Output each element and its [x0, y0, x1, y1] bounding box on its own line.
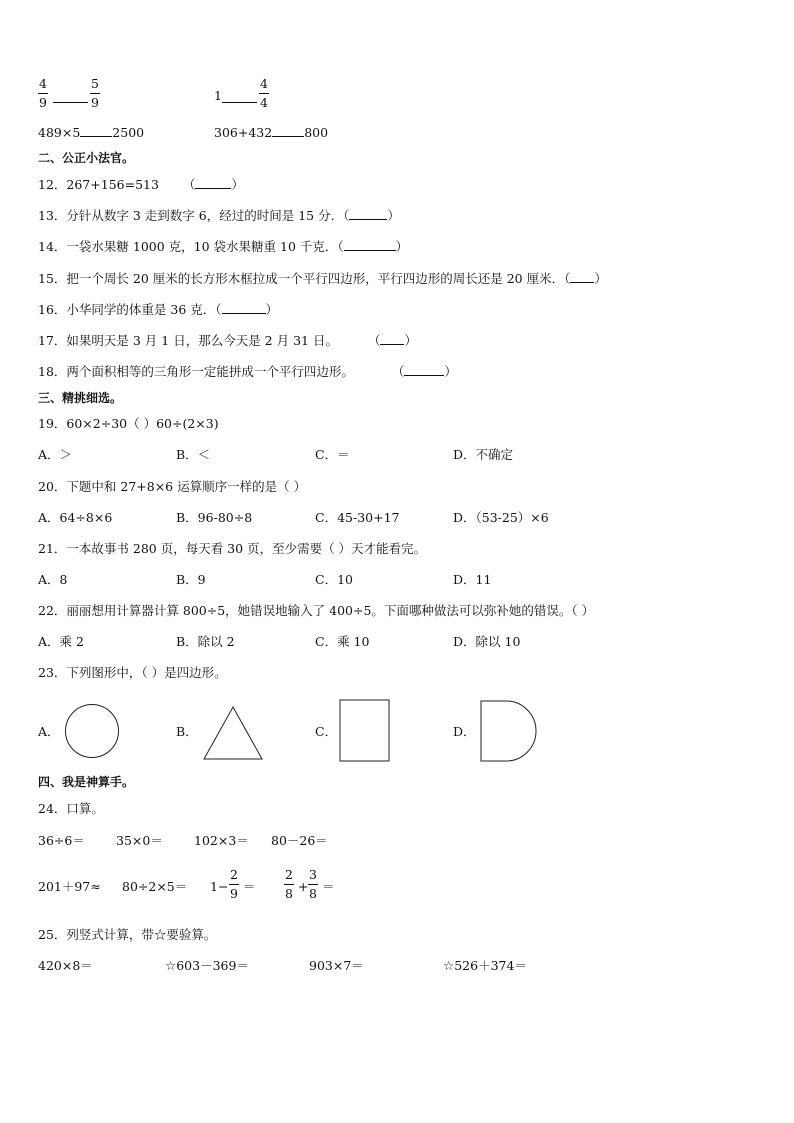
option-c[interactable]: C．乘 10	[315, 634, 370, 649]
oral-calc-item: 36÷6＝	[38, 833, 85, 848]
option-d[interactable]: D．除以 10	[453, 634, 521, 649]
numerator: 2	[285, 867, 293, 882]
option-d[interactable]: D．11	[453, 572, 492, 587]
answer-blank[interactable]	[349, 208, 387, 220]
denominator: 8	[285, 886, 293, 901]
question-text: 14．一袋水果糖 1000 克，10 袋水果糖重 10 千克．（	[38, 239, 344, 254]
question-15	[38, 271, 607, 287]
option-a[interactable]: A．8	[38, 572, 68, 587]
question-text: 17．如果明天是 3 月 1 日，那么今天是 2 月 31 日。	[38, 333, 338, 348]
expression: 489×5	[38, 125, 81, 140]
fraction-5-9	[90, 77, 100, 110]
numerator: 3	[309, 867, 317, 882]
vertical-calc-item: 903×7＝	[309, 958, 364, 973]
question-19: 19．60×2÷30（ ）60÷(2×3)	[38, 416, 219, 431]
answer-blank[interactable]	[570, 271, 594, 283]
section-title: 二、公正小法官。	[38, 151, 135, 165]
option-b[interactable]: B．9	[176, 572, 206, 587]
question-text: 13．分针从数字 3 走到数字 6，经过的时间是 15 分．（	[38, 208, 350, 223]
expression: 800	[304, 125, 329, 140]
option-b[interactable]: B．	[176, 724, 198, 739]
answer-blank[interactable]	[344, 239, 396, 251]
question-18	[38, 364, 457, 380]
paren: ）	[395, 239, 409, 254]
oral-calc-item: 80÷2×5＝	[122, 879, 188, 894]
paren: ）	[444, 364, 457, 379]
fraction-2-8	[284, 868, 294, 901]
oral-calc-item: 201＋97≈	[38, 879, 101, 894]
fraction-3-8	[308, 868, 318, 901]
option-d[interactable]: D．	[453, 724, 476, 739]
option-c[interactable]: C．＝	[315, 447, 350, 462]
question-text: 15．把一个周长 20 厘米的长方形木框拉成一个平行四边形，平行四边形的周长还是 20 厘米．（	[38, 271, 571, 286]
question-21: 21．一本故事书 280 页，每天看 30 页，至少需要（ ）天才能看完。	[38, 541, 427, 556]
option-a[interactable]: A．＞	[38, 447, 73, 462]
question-25: 25．列竖式计算，带☆要验算。	[38, 927, 217, 942]
question-text: 12．267+156=513	[38, 177, 159, 192]
vertical-calc-item: ☆526＋374＝	[443, 958, 527, 973]
oral-calc-item: 80－26＝	[271, 833, 328, 848]
option-c[interactable]: C．45-30+17	[315, 510, 400, 525]
semicircle-rectangle-shape	[480, 700, 538, 762]
answer-blank[interactable]	[380, 333, 404, 345]
question-12	[38, 177, 244, 193]
equals-sign: ＝	[243, 879, 256, 894]
option-b[interactable]: B．＜	[176, 447, 211, 462]
answer-blank[interactable]	[222, 91, 257, 103]
section-title: 四、我是神算手。	[38, 775, 135, 789]
paren: ）	[594, 271, 607, 286]
paren: ）	[387, 208, 400, 223]
option-d[interactable]: D．（53-25）×6	[453, 510, 549, 525]
compare-row2-left	[38, 125, 144, 141]
numerator: 5	[91, 76, 99, 91]
equals-sign: ＝	[322, 879, 335, 894]
question-text: 16．小华同学的体重是 36 克．（	[38, 302, 222, 317]
oral-calc-item: 35×0＝	[116, 833, 163, 848]
question-24: 24．口算。	[38, 801, 104, 816]
option-c[interactable]: C．	[315, 724, 338, 739]
question-text: 18．两个面积相等的三角形一定能拼成一个平行四边形。	[38, 364, 354, 379]
paren: （	[182, 177, 196, 192]
fraction-2-9	[229, 868, 239, 901]
option-c[interactable]: C．10	[315, 572, 353, 587]
question-14	[38, 239, 408, 255]
option-d[interactable]: D．不确定	[453, 447, 514, 462]
paren: （	[367, 333, 381, 348]
question-16	[38, 302, 278, 318]
answer-blank[interactable]	[272, 125, 304, 137]
section-title: 三、精挑细选。	[38, 391, 123, 405]
paren: ）	[265, 302, 279, 317]
expression: 306+432	[214, 125, 273, 140]
numerator: 4	[260, 76, 268, 91]
paren: ）	[404, 333, 417, 348]
question-22: 22．丽丽想用计算器计算 800÷5，她错误地输入了 400÷5。下面哪种做法可以弥补她的错误。（ ）	[38, 603, 595, 618]
answer-blank[interactable]	[222, 302, 266, 314]
answer-blank[interactable]	[195, 177, 231, 189]
triangle-shape	[202, 705, 264, 761]
option-a[interactable]: A．64÷8×6	[38, 510, 113, 525]
answer-blank[interactable]	[80, 125, 112, 137]
option-b[interactable]: B．96-80÷8	[176, 510, 253, 525]
numerator: 4	[39, 76, 47, 91]
denominator: 8	[309, 886, 317, 901]
question-13	[38, 208, 400, 224]
compare-row2-right	[214, 125, 328, 141]
oral-calc-item: 102×3＝	[194, 833, 249, 848]
plus-sign: +	[298, 879, 309, 894]
rectangle-shape	[339, 699, 391, 763]
question-17	[38, 333, 417, 349]
answer-blank[interactable]	[53, 91, 88, 103]
number-one: 1	[214, 88, 222, 103]
option-b[interactable]: B．除以 2	[176, 634, 235, 649]
circle-shape	[64, 703, 120, 759]
numerator: 2	[230, 867, 238, 882]
option-a[interactable]: A．	[38, 724, 60, 739]
question-23: 23．下列图形中，（ ）是四边形。	[38, 665, 227, 680]
fraction-4-4	[259, 77, 269, 110]
denominator: 9	[91, 95, 99, 110]
vertical-calc-item: 420×8＝	[38, 958, 93, 973]
vertical-calc-item: ☆603－369＝	[165, 958, 249, 973]
paren: ）	[231, 177, 244, 192]
expression: 2500	[112, 125, 145, 140]
denominator: 9	[39, 95, 47, 110]
fraction-4-9	[38, 77, 48, 110]
question-20: 20．下题中和 27+8×6 运算顺序一样的是（ ）	[38, 479, 307, 494]
answer-blank[interactable]	[404, 364, 444, 376]
oral-calc-fraction-expr	[210, 879, 228, 895]
expression: 1−	[210, 879, 229, 894]
option-a[interactable]: A．乘 2	[38, 634, 84, 649]
denominator: 4	[260, 95, 268, 110]
paren: （	[391, 364, 405, 379]
denominator: 9	[230, 886, 238, 901]
